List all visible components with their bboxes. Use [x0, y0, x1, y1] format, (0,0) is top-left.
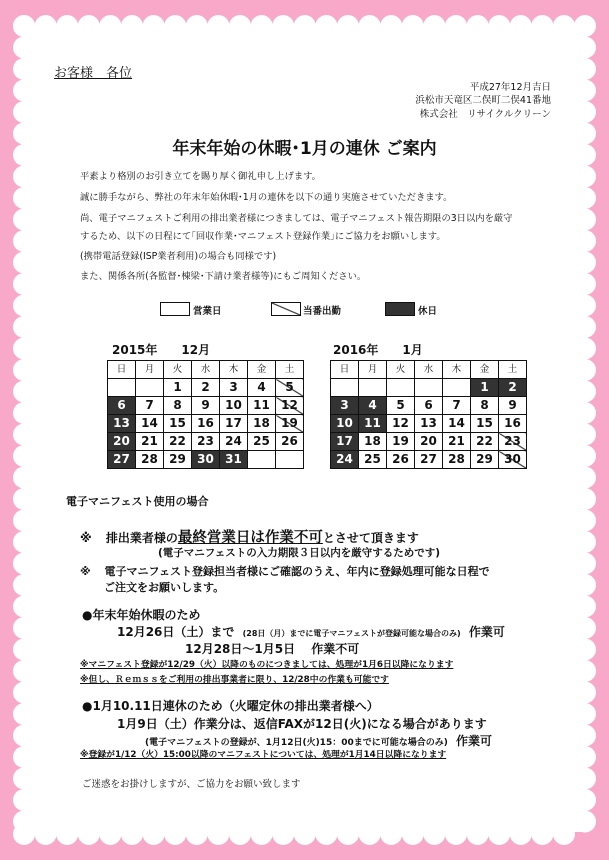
body-line: するため、以下の日程にて｢回収作業･マニフェスト登録作業｣にご協力をお願いします。	[80, 231, 446, 242]
weekday-cell: 金	[471, 361, 499, 379]
calendar-day-cell: 14	[136, 415, 164, 433]
calendar-day-cell: 30	[192, 451, 220, 469]
calendar-empty-cell	[248, 451, 276, 469]
block-2-head: ●1月10.11日連休のため（火曜定休の排出業者様へ）	[82, 699, 379, 713]
calendar-day-cell: 4	[359, 397, 387, 415]
weekday-cell: 水	[415, 361, 443, 379]
weekday-cell: 水	[192, 361, 220, 379]
calendar-dec-2015	[107, 360, 304, 469]
calendar-day-cell: 23	[499, 433, 527, 451]
calendar-day-cell: 20	[415, 433, 443, 451]
calendar-day-cell: 22	[164, 433, 192, 451]
weekday-cell: 金	[248, 361, 276, 379]
calendar-day-cell: 27	[415, 451, 443, 469]
weekday-cell: 月	[359, 361, 387, 379]
calendar-day-cell: 12	[276, 397, 304, 415]
calendar-empty-cell	[331, 379, 359, 397]
weekday-cell: 土	[499, 361, 527, 379]
calendar-week-row	[331, 397, 527, 415]
calendar-week-row	[331, 451, 527, 469]
calendar-week-row	[331, 415, 527, 433]
calendar-day-cell: 27	[108, 451, 136, 469]
calendar-day-cell: 24	[220, 433, 248, 451]
legend-label: 当番出勤	[303, 306, 342, 317]
block-2-line2a: (電子マニフェストの登録が、1月12日(火)15：00までに可能な場合のみ)	[145, 738, 448, 748]
calendar-day-cell: 30	[499, 451, 527, 469]
calendar-day-cell: 11	[248, 397, 276, 415]
calendar-day-cell: 29	[164, 451, 192, 469]
calendar-day-cell: 7	[136, 397, 164, 415]
calendar-day-cell: 10	[331, 415, 359, 433]
legend-swatch-slash	[271, 302, 301, 316]
calendar-day-cell: 1	[471, 379, 499, 397]
page-title: 年末年始の休暇･1月の連休 ご案内	[172, 139, 437, 159]
calendar-week-row	[331, 433, 527, 451]
calendar-day-cell: 16	[192, 415, 220, 433]
calendar-day-cell: 21	[443, 433, 471, 451]
calendar-day-cell: 21	[136, 433, 164, 451]
calendar-day-cell: 5	[276, 379, 304, 397]
calendar-day-cell: 17	[331, 433, 359, 451]
calendar-day-cell: 1	[164, 379, 192, 397]
block-2-line1: 1月9日（土）作業分は、返信FAXが12日(火)になる場合があります	[117, 717, 487, 731]
calendar-week-row	[331, 379, 527, 397]
legend-swatch-dark	[385, 302, 415, 316]
calendar-day-cell: 7	[443, 397, 471, 415]
calendar-day-cell: 29	[471, 451, 499, 469]
calendar-day-cell: 31	[220, 451, 248, 469]
calendar-day-cell: 10	[220, 397, 248, 415]
calendar-day-cell: 12	[387, 415, 415, 433]
calendar-empty-cell	[276, 451, 304, 469]
note-2-line1: 電子マニフェスト登録担当者様にご確認のうえ、年内に登録処理可能な日程で	[104, 565, 490, 578]
calendar-day-cell: 18	[248, 415, 276, 433]
body-line: 平素より格別のお引き立てを賜り厚く御礼申し上げます。	[80, 171, 321, 182]
calendar-day-cell: 13	[415, 415, 443, 433]
calendar-day-cell: 11	[359, 415, 387, 433]
calendar-day-cell: 19	[387, 433, 415, 451]
calendar-day-cell: 25	[248, 433, 276, 451]
note-1-sub: (電子マニフェストの入力期限３日以内を厳守するためです)	[158, 547, 441, 559]
calendar-day-cell: 18	[359, 433, 387, 451]
note-2-line2: ご注文をお願いします。	[104, 581, 225, 594]
block-1-line1	[117, 623, 505, 640]
calendar-day-cell: 3	[220, 379, 248, 397]
note-2	[80, 563, 490, 579]
legend-label: 営業日	[193, 306, 222, 317]
calendar-empty-cell	[387, 379, 415, 397]
header-date: 平成27年12月吉日	[469, 82, 551, 93]
calendar-empty-cell	[108, 379, 136, 397]
header-address: 浜松市天竜区二俣町二俣41番地	[415, 95, 551, 106]
calendar-empty-cell	[136, 379, 164, 397]
calendar-empty-cell	[443, 379, 471, 397]
calendar-empty-cell	[359, 379, 387, 397]
calendar-week-row	[108, 433, 304, 451]
calendar-day-cell: 8	[471, 397, 499, 415]
calendar-day-cell: 16	[499, 415, 527, 433]
calendar-day-cell: 23	[192, 433, 220, 451]
calendar-day-cell: 15	[164, 415, 192, 433]
block-1-line1a: 12月26日（土）まで	[117, 625, 235, 639]
addressee: お客様 各位	[54, 66, 133, 81]
weekday-cell: 土	[276, 361, 304, 379]
block-2-note1: ※登録が1/12（火）15:00以降のマニフェストについては、処理が1月14日以降になります	[80, 750, 447, 760]
calendar-day-cell: 6	[415, 397, 443, 415]
block-2-line2b: 作業可	[456, 734, 493, 748]
calendar-day-cell: 2	[499, 379, 527, 397]
calendar-week-row	[108, 451, 304, 469]
calendar-day-cell: 25	[359, 451, 387, 469]
calendar-title: 2015年 12月	[112, 343, 211, 357]
calendar-empty-cell	[415, 379, 443, 397]
calendar-day-cell: 5	[387, 397, 415, 415]
calendar-day-cell: 2	[192, 379, 220, 397]
calendar-day-cell: 19	[276, 415, 304, 433]
body-line: また、関係各所(各監督･棟梁･下請け業者様等)にもご周知ください。	[80, 271, 367, 282]
weekday-cell: 日	[331, 361, 359, 379]
calendar-day-cell: 4	[248, 379, 276, 397]
calendar-week-row	[108, 379, 304, 397]
calendar-day-cell: 14	[443, 415, 471, 433]
calendar-day-cell: 26	[276, 433, 304, 451]
calendar-day-cell: 9	[499, 397, 527, 415]
note-1-pre: 排出業者様の	[105, 531, 178, 545]
legend-label: 休日	[418, 306, 438, 317]
block-1-note2: ※但し、Ｒｅｍｓｓをご利用の排出事業者に限り、12/28中の作業も可能です	[80, 675, 389, 685]
body-line: 誠に勝手ながら、弊社の年末年始休暇･1月の連休を以下の通り実施させていただきます。	[80, 192, 453, 203]
calendar-day-cell: 6	[108, 397, 136, 415]
weekday-cell: 木	[220, 361, 248, 379]
calendar-jan-2016	[330, 360, 527, 469]
calendar-weekday-row	[108, 361, 304, 379]
calendar-day-cell: 15	[471, 415, 499, 433]
note-1	[80, 526, 419, 547]
block-1-note1: ※マニフェスト登録が12/29（火）以降のものにつきましては、処理が1月6日以降になります	[80, 660, 454, 670]
body-line: (携帯電話登録(ISP業者利用)の場合も同様です)	[80, 251, 277, 262]
weekday-cell: 木	[443, 361, 471, 379]
block-1-line1b: (28日（月）までに電子マニフェストが登録可能な場合のみ)	[242, 629, 461, 638]
calendar-day-cell: 3	[331, 397, 359, 415]
calendar-day-cell: 20	[108, 433, 136, 451]
note-1-emphasis: 最終営業日は作業不可	[177, 530, 323, 546]
block-1-line2: 12月28日～1月5日 作業不可	[185, 642, 360, 656]
block-1-head: ●年末年始休暇のため	[82, 608, 201, 622]
calendar-day-cell: 28	[136, 451, 164, 469]
calendar-day-cell: 28	[443, 451, 471, 469]
note-mark: ※	[80, 565, 91, 578]
note-mark: ※	[80, 531, 92, 545]
calendar-day-cell: 13	[108, 415, 136, 433]
weekday-cell: 火	[164, 361, 192, 379]
calendar-week-row	[108, 397, 304, 415]
calendar-day-cell: 9	[192, 397, 220, 415]
block-1-line1c: 作業可	[468, 625, 505, 639]
closing: ご迷惑をお掛けしますが、ご協力をお願い致します	[82, 779, 301, 790]
calendar-weekday-row	[331, 361, 527, 379]
body-line: 尚、電子マニフェストご利用の排出業者様につきましては、電子マニフェスト報告期限の3日以内を厳守	[80, 213, 513, 224]
section-title: 電子マニフェスト使用の場合	[66, 495, 209, 508]
calendar-day-cell: 22	[471, 433, 499, 451]
note-1-post: とさせて頂きます	[322, 531, 419, 545]
calendar-week-row	[108, 415, 304, 433]
header-company: 株式会社 リサイクルクリーン	[419, 109, 551, 120]
calendar-day-cell: 8	[164, 397, 192, 415]
weekday-cell: 火	[387, 361, 415, 379]
calendar-day-cell: 24	[331, 451, 359, 469]
calendar-day-cell: 26	[387, 451, 415, 469]
calendar-title: 2016年 1月	[333, 343, 423, 357]
weekday-cell: 日	[108, 361, 136, 379]
weekday-cell: 月	[136, 361, 164, 379]
calendar-day-cell: 17	[220, 415, 248, 433]
legend-swatch-plain	[160, 302, 190, 316]
